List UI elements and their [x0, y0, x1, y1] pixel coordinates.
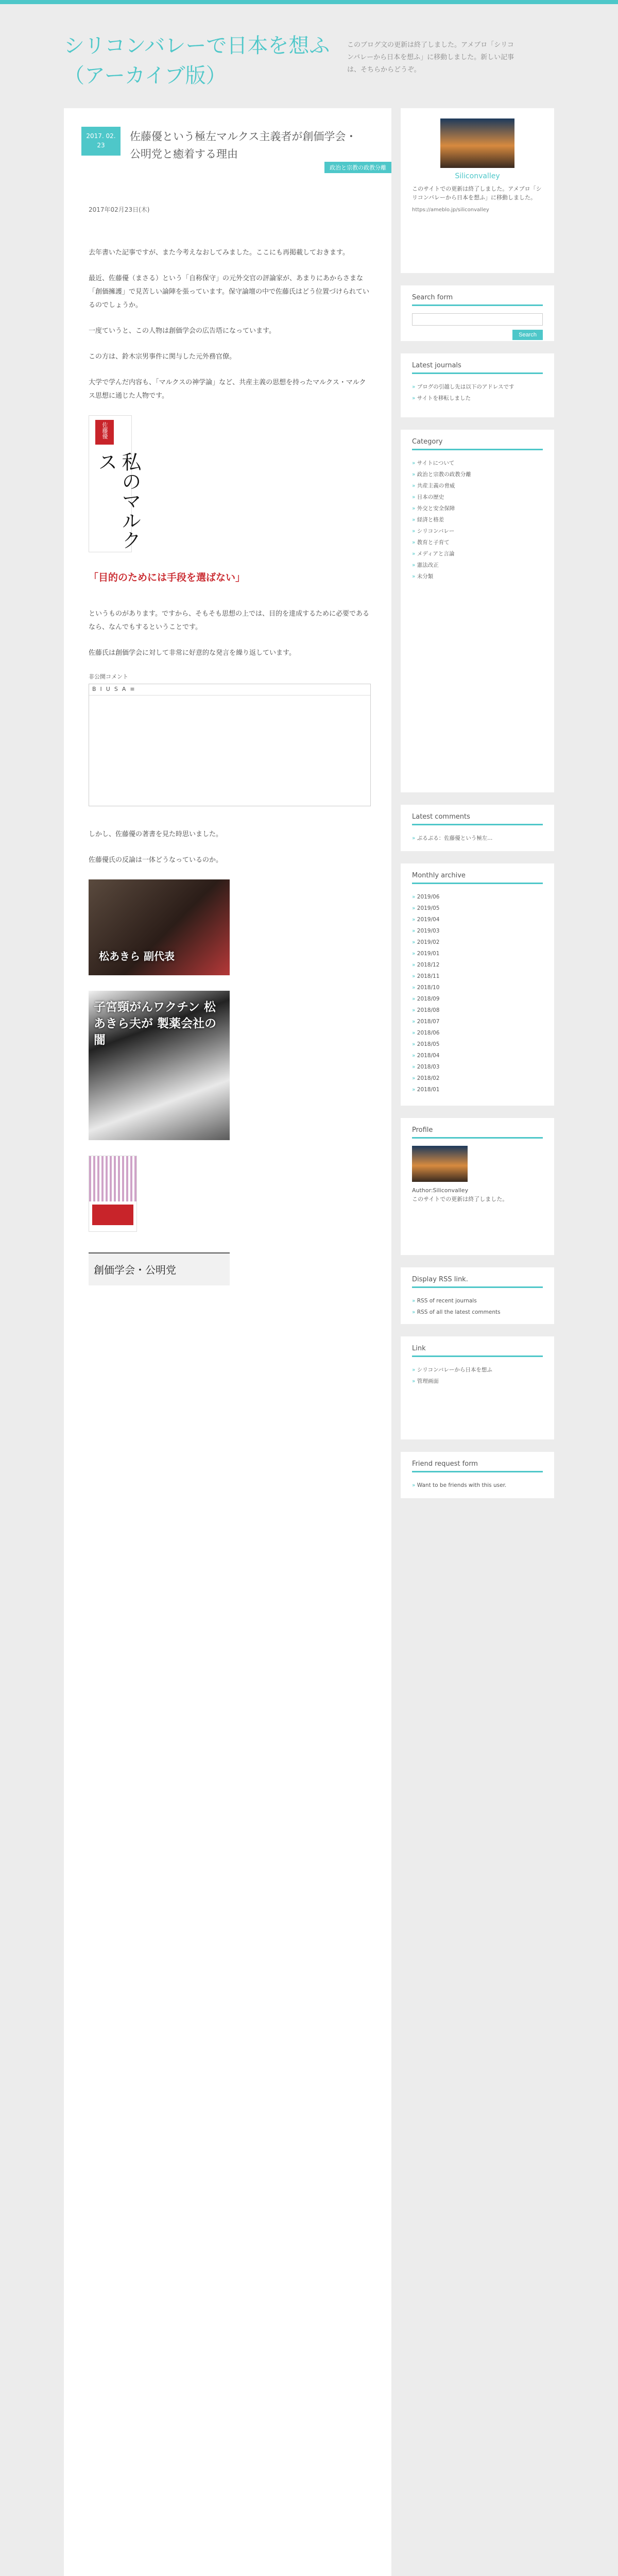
rss-title: Display RSS link.	[412, 1276, 543, 1288]
latest-journal-item[interactable]: » サイトを移転しました	[412, 393, 543, 404]
book-author: 佐藤優	[101, 422, 108, 439]
archive-item[interactable]: » 2018/02	[412, 1073, 543, 1084]
archive-title: Monthly archive	[412, 872, 543, 884]
profile-widget	[401, 108, 554, 273]
photo-caption: 松あきら 副代表	[99, 950, 175, 962]
rss-widget	[401, 1267, 554, 1324]
archive-item[interactable]: » 2018/01	[412, 1084, 543, 1095]
profile2-text: このサイトでの更新は終了しました。	[412, 1196, 508, 1202]
latest-journals-widget	[401, 353, 554, 417]
paragraph: 佐藤優氏の反論は一体どうなっているのか。	[89, 856, 223, 864]
comment-editor[interactable]	[89, 684, 371, 806]
link-widget	[401, 1336, 554, 1439]
archive-item[interactable]: » 2018/10	[412, 982, 543, 993]
date-line1: 2017. 02.	[86, 132, 116, 140]
profile2-image[interactable]	[412, 1146, 468, 1182]
link-item[interactable]: » シリコンバレーから日本を想ふ	[412, 1364, 543, 1376]
latest-journals-title: Latest journals	[412, 362, 543, 374]
category-item[interactable]: » 政治と宗教の政教分離	[412, 469, 543, 480]
latest-comment-item[interactable]: » ぷるぷる：佐藤優という極左...	[412, 833, 543, 844]
post-date: 2017年02月23日(木)	[89, 206, 150, 213]
magazine-headline: 子宮頸がんワクチン 松あきら夫が 製薬会社の闇	[94, 1001, 217, 1047]
date-badge	[81, 127, 121, 156]
align-button[interactable]: ≡	[130, 686, 135, 692]
archive-item[interactable]: » 2019/03	[412, 925, 543, 937]
archive-item[interactable]: » 2018/08	[412, 1005, 543, 1016]
category-item[interactable]: » シリコンバレー	[412, 526, 543, 537]
book-band	[92, 1205, 133, 1225]
category-item[interactable]: » 未分類	[412, 571, 543, 582]
category-tag[interactable]: 政治と宗教の政教分離	[324, 162, 391, 173]
book-cover-image-2[interactable]	[89, 1156, 137, 1232]
party-sign-photo[interactable]	[89, 1252, 230, 1285]
profile-image[interactable]	[440, 118, 514, 168]
archive-item[interactable]: » 2018/03	[412, 1061, 543, 1073]
color-button[interactable]: A	[122, 686, 126, 692]
blog-header	[0, 4, 618, 105]
profile-link[interactable]: https://ameblo.jp/siliconvalley	[412, 207, 489, 213]
entry-body	[89, 246, 371, 1301]
rss-item[interactable]: » RSS of all the latest comments	[412, 1307, 543, 1318]
link-title: Link	[412, 1345, 543, 1357]
archive-item[interactable]: » 2018/12	[412, 959, 543, 971]
archive-item[interactable]: » 2019/05	[412, 903, 543, 914]
blog-title[interactable]: シリコンバレーで日本を想ふ（アーカイブ版）	[64, 34, 330, 88]
book-cover-pattern	[89, 1156, 136, 1201]
profile-text: このサイトでの更新は終了しました。アメブロ「シリコンバレーから日本を想ふ」に移動しました。	[412, 185, 542, 201]
latest-comments-title: Latest comments	[412, 813, 543, 825]
book-cover-image[interactable]	[89, 415, 141, 552]
archive-item[interactable]: » 2018/11	[412, 971, 543, 982]
category-item[interactable]: » 教育と子育て	[412, 537, 543, 548]
paragraph: 去年書いた記事ですが、また今考えなおしてみました。ここにも再掲載しておきます。	[89, 249, 349, 257]
category-item[interactable]: » 日本の歴史	[412, 492, 543, 503]
archive-item[interactable]: » 2019/02	[412, 937, 543, 948]
archive-item[interactable]: » 2018/04	[412, 1050, 543, 1061]
highlight-quote: 「目的のためには手段を選ばない」	[89, 572, 246, 583]
friend-request-widget	[401, 1452, 554, 1498]
profile2-author: Author:Siliconvalley	[412, 1187, 469, 1194]
paragraph: 最近、佐藤優（まさる）という「自称保守」の元外交官の評論家が、あまりにあからさまな「創価擁護」で見苦しい論陣を張っています。保守論壇の中で佐藤氏はどう位置づけられているのでしょうか。	[89, 275, 369, 309]
category-item[interactable]: » 共産主義の脅威	[412, 480, 543, 492]
bold-button[interactable]: B	[92, 686, 96, 692]
category-widget	[401, 430, 554, 792]
archive-item[interactable]: » 2019/01	[412, 948, 543, 959]
archive-item[interactable]: » 2019/06	[412, 891, 543, 903]
book-title: 私のマルクス	[95, 452, 141, 550]
category-item[interactable]: » 外交と安全保障	[412, 503, 543, 514]
paragraph: 佐藤氏は創価学会に対して非常に好意的な発言を繰り返しています。	[89, 649, 296, 657]
category-title: Category	[412, 438, 543, 450]
latest-comments-widget	[401, 805, 554, 851]
profile-name[interactable]: Siliconvalley	[455, 172, 500, 180]
category-item[interactable]: » メディアと言論	[412, 548, 543, 560]
archive-widget	[401, 863, 554, 1106]
search-widget-title: Search form	[412, 294, 543, 306]
paragraph: 一度ていうと、この人物は創価学会の広告塔になっています。	[89, 327, 276, 335]
top-accent-bar	[0, 0, 618, 4]
italic-button[interactable]: I	[100, 686, 102, 692]
book-cover-author-band	[95, 420, 114, 445]
magazine-photo[interactable]	[89, 991, 230, 1140]
profile2-title: Profile	[412, 1126, 543, 1139]
comment-toolbar	[89, 684, 370, 696]
entry-title[interactable]: 佐藤優という極左マルクス主義者が創価学会・公明党と癒着する理由	[130, 130, 357, 160]
archive-item[interactable]: » 2018/09	[412, 993, 543, 1005]
archive-item[interactable]: » 2018/06	[412, 1027, 543, 1039]
strike-button[interactable]: S	[114, 686, 118, 692]
friend-request-title: Friend request form	[412, 1460, 543, 1472]
rss-item[interactable]: » RSS of recent journals	[412, 1295, 543, 1307]
comment-label: 非公開コメント	[89, 673, 128, 680]
sidebar	[401, 108, 554, 1511]
party-sign-text: 創価学会・公明党	[94, 1264, 176, 1276]
main-article	[64, 108, 391, 2576]
news-photo-1[interactable]	[89, 879, 230, 975]
search-input[interactable]	[412, 313, 543, 326]
friend-request-link[interactable]: » Want to be friends with this user.	[412, 1480, 543, 1491]
category-item[interactable]: » 経済と格差	[412, 514, 543, 526]
category-item[interactable]: » サイトについて	[412, 457, 543, 469]
paragraph: しかし、佐藤優の著書を見た時思いました。	[89, 831, 223, 838]
archive-item[interactable]: » 2018/05	[412, 1039, 543, 1050]
archive-item[interactable]: » 2019/04	[412, 914, 543, 925]
link-item[interactable]: » 管理画面	[412, 1376, 543, 1387]
latest-journal-item[interactable]: » ブログの引越し先は以下のアドレスです	[412, 381, 543, 393]
date-line2: 23	[97, 142, 105, 149]
category-item[interactable]: » 憲法改正	[412, 560, 543, 571]
underline-button[interactable]: U	[106, 686, 110, 692]
search-widget	[401, 285, 554, 341]
search-button[interactable]: Search	[512, 330, 543, 340]
blog-description: このブログ文の更新は終了しました。アメブロ「シリコンバレーから日本を想ふ」に移動しました。新しい記事は、そちらからどうぞ。	[347, 41, 514, 74]
paragraph: この方は、鈴木宗男事件に関与した元外務官僚。	[89, 353, 236, 361]
paragraph: というものがあります。ですから、そもそも思想の上では、目的を達成するために必要であるなら、なんでもするということです。	[89, 610, 369, 631]
archive-item[interactable]: » 2018/07	[412, 1016, 543, 1027]
profile-widget-2	[401, 1118, 554, 1255]
paragraph: 大学で学んだ内容も、「マルクスの神学論」など、共産主義の思想を持ったマルクス・マルクス思想に通じた人物です。	[89, 379, 366, 400]
